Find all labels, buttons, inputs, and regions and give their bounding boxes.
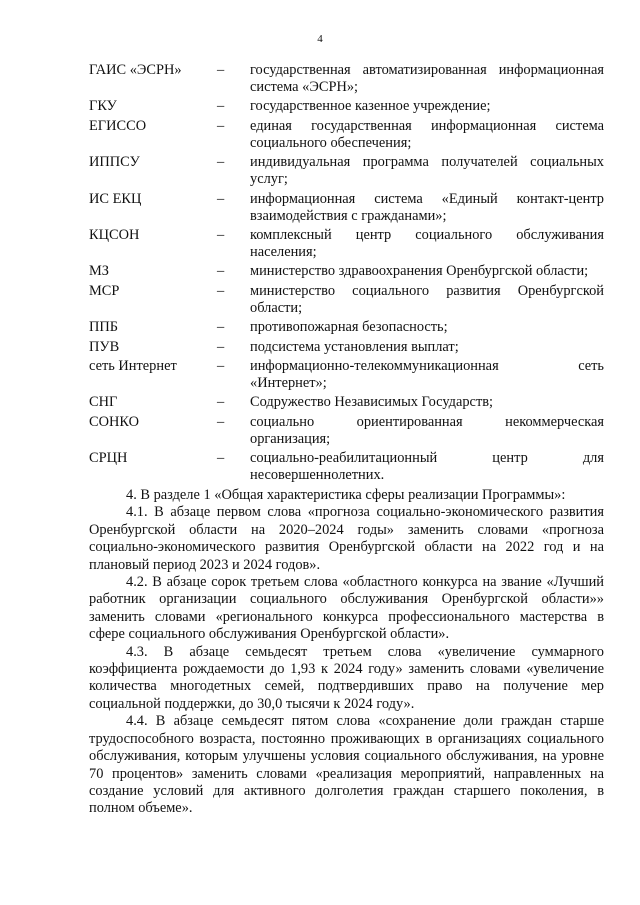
abbreviation-definition: комплексный центр социального обслуживания населения; [250, 226, 604, 260]
abbreviation-definition: государственное казенное учреждение; [250, 98, 491, 115]
abbreviation-dash: – [217, 263, 225, 280]
page-number: 4 [317, 33, 323, 45]
abbreviation-row [89, 227, 604, 261]
abbreviation-dash: – [217, 117, 225, 134]
section-heading-paragraph: 4. В разделе 1 «Общая характеристика сферы реализации Программы»: [126, 487, 566, 503]
abbreviation-dash: – [217, 190, 225, 207]
abbreviation-term: ПУВ [89, 338, 120, 355]
abbreviation-row [89, 62, 604, 96]
abbreviation-term: СОНКО [89, 413, 140, 430]
abbreviation-dash: – [217, 394, 225, 411]
abbreviation-row [89, 263, 604, 280]
abbreviation-definition: государственная автоматизированная информационная система «ЭСРН»; [250, 62, 604, 95]
abbreviation-row [89, 358, 604, 392]
abbreviation-dash: – [217, 98, 225, 115]
abbreviation-row [89, 319, 604, 336]
abbreviation-dash: – [217, 319, 225, 336]
abbreviation-definition: социально ориентированная некоммерческая организация; [250, 413, 604, 447]
abbreviation-term: СНГ [89, 394, 118, 411]
abbreviation-row [89, 191, 604, 225]
abbreviation-definition: информационно-телекоммуникационная сеть «Интернет»; [250, 357, 604, 391]
abbreviation-definition: социально-реабилитационный центр для несовершеннолетних. [250, 450, 604, 484]
abbreviation-row [89, 414, 604, 448]
abbreviation-term: ИППСУ [89, 154, 140, 171]
abbreviation-definition: индивидуальная программа получателей социальных услуг; [250, 154, 604, 188]
abbreviation-term: ИС ЕКЦ [89, 190, 142, 207]
abbreviation-definition: противопожарная безопасность; [250, 319, 448, 336]
abbreviation-term: КЦСОН [89, 226, 140, 243]
document-body [89, 487, 604, 818]
abbreviation-row [89, 283, 604, 317]
abbreviation-dash: – [217, 62, 225, 78]
amendment-paragraph-4-4: 4.4. В абзаце семьдесят пятом слова «сохранение доли граждан старше трудоспособного возраста, постоянно проживающих в организациях социального обслуживания, которым улучшены условия социального обслуживания, на уровне 70 процентов» заменить словами «реализация мероприятий, направленных на создание условий для активного долголетия граждан старшего поколения, в полном объеме». [89, 713, 604, 817]
abbreviation-dash: – [217, 413, 225, 430]
abbreviation-definition: единая государственная информационная система социального обеспечения; [250, 117, 604, 151]
abbreviation-term: ППБ [89, 319, 119, 336]
abbreviation-dash: – [217, 282, 225, 299]
abbreviation-term: ГКУ [89, 98, 117, 115]
abbreviation-dash: – [217, 154, 225, 171]
abbreviation-term: сеть Интернет [89, 357, 177, 374]
amendment-paragraph-4-1: 4.1. В абзаце первом слова «прогноза социально-экономического развития Оренбургской области на 2020–2024 годы» заменить словами «прогноза социально-экономического развития Оренбургской области на 2022 год и на плановый период 2023 и 2024 годов». [89, 504, 604, 573]
abbreviation-definition: министерство социального развития Оренбургской области; [250, 282, 604, 316]
amendment-paragraph-4-2: 4.2. В абзаце сорок третьем слова «областного конкурса на звание «Лучший работник организации социального обслуживания Оренбургской области»» заменить словами «регионального конкурса профессионального мастерства в сфере социального обслуживания Оренбургской области». [89, 574, 604, 643]
abbreviations-list [89, 62, 604, 486]
amendment-paragraph-4-3: 4.3. В абзаце семьдесят третьем слова «увеличение суммарного коэффициента рождаемости до 1,93 к 2024 году» заменить словами «увеличение количества многодетных семей, подтвердивших право на получение мер социальной поддержки, до 30,0 тысячи к 2024 году». [89, 643, 604, 712]
abbreviation-row [89, 98, 604, 115]
abbreviation-row [89, 339, 604, 356]
abbreviation-definition: информационная система «Единый контакт-центр взаимодействия с гражданами»; [250, 190, 604, 224]
abbreviation-definition: Содружество Независимых Государств; [250, 394, 494, 411]
abbreviation-term: ГАИС «ЭСРН» [89, 62, 182, 78]
abbreviation-term: СРЦН [89, 450, 128, 467]
abbreviation-dash: – [217, 357, 225, 374]
abbreviation-row [89, 394, 604, 411]
abbreviation-dash: – [217, 338, 225, 355]
abbreviation-dash: – [217, 226, 225, 243]
abbreviation-term: МСР [89, 282, 120, 299]
abbreviation-dash: – [217, 450, 225, 467]
abbreviation-term: МЗ [89, 263, 110, 280]
abbreviation-term: ЕГИССО [89, 117, 147, 134]
abbreviation-row [89, 450, 604, 484]
abbreviation-row [89, 154, 604, 188]
abbreviation-definition: подсистема установления выплат; [250, 338, 459, 355]
abbreviation-definition: министерство здравоохранения Оренбургской области; [250, 263, 589, 280]
abbreviation-row [89, 118, 604, 152]
